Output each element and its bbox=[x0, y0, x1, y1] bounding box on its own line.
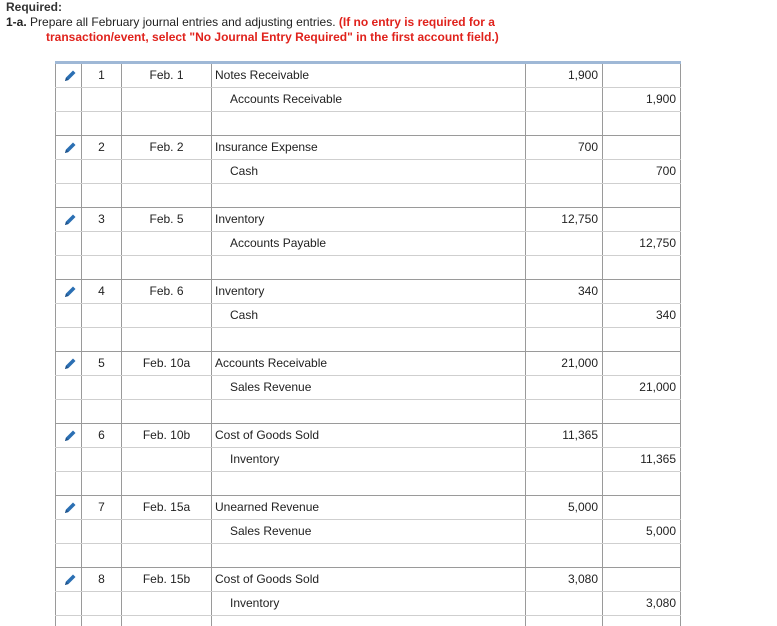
pencil-icon[interactable] bbox=[62, 572, 78, 588]
entry-number: 3 bbox=[82, 208, 122, 231]
blank-cell bbox=[122, 616, 212, 626]
blank-cell bbox=[82, 328, 122, 351]
edit-cell[interactable] bbox=[55, 496, 82, 519]
entry-date[interactable]: Feb. 15b bbox=[122, 568, 212, 591]
credit-amount-empty[interactable] bbox=[603, 568, 681, 591]
debit-amount-empty[interactable] bbox=[526, 592, 603, 615]
blank-cell[interactable] bbox=[526, 328, 603, 351]
debit-account[interactable]: Notes Receivable bbox=[212, 64, 526, 87]
debit-account[interactable]: Accounts Receivable bbox=[212, 352, 526, 375]
debit-amount-empty[interactable] bbox=[526, 448, 603, 471]
entry-number: 8 bbox=[82, 568, 122, 591]
journal-row-credit bbox=[55, 304, 681, 328]
credit-amount-empty[interactable] bbox=[603, 136, 681, 159]
blank-cell[interactable] bbox=[603, 472, 681, 495]
pencil-icon[interactable] bbox=[62, 212, 78, 228]
blank-cell bbox=[55, 544, 82, 567]
credit-account[interactable]: Cash bbox=[212, 160, 526, 183]
journal-row-debit bbox=[55, 352, 681, 376]
blank-cell bbox=[82, 472, 122, 495]
journal-row-debit bbox=[55, 64, 681, 88]
debit-amount[interactable]: 5,000 bbox=[526, 496, 603, 519]
blank-cell[interactable] bbox=[603, 112, 681, 135]
blank-cell bbox=[212, 616, 526, 626]
debit-amount-empty[interactable] bbox=[526, 88, 603, 111]
entry-number: 1 bbox=[82, 64, 122, 87]
journal-row-blank bbox=[55, 184, 681, 208]
journal-row-credit bbox=[55, 88, 681, 112]
blank-cell[interactable] bbox=[603, 256, 681, 279]
blank-cell[interactable] bbox=[212, 328, 526, 351]
blank-cell bbox=[82, 616, 122, 626]
debit-amount[interactable]: 12,750 bbox=[526, 208, 603, 231]
journal-row-debit bbox=[55, 496, 681, 520]
credit-amount[interactable]: 700 bbox=[603, 160, 681, 183]
edit-cell-empty bbox=[55, 160, 82, 183]
entry-date-empty[interactable] bbox=[122, 160, 212, 183]
debit-amount[interactable]: 21,000 bbox=[526, 352, 603, 375]
credit-amount-empty[interactable] bbox=[603, 208, 681, 231]
entry-number: 6 bbox=[82, 424, 122, 447]
blank-cell bbox=[55, 328, 82, 351]
credit-amount[interactable]: 21,000 bbox=[603, 376, 681, 399]
blank-cell bbox=[55, 256, 82, 279]
credit-account[interactable]: Sales Revenue bbox=[212, 520, 526, 543]
journal-row-credit bbox=[55, 592, 681, 616]
debit-account[interactable]: Inventory bbox=[212, 208, 526, 231]
entry-date[interactable]: Feb. 6 bbox=[122, 280, 212, 303]
edit-cell-empty bbox=[55, 448, 82, 471]
credit-amount-empty[interactable] bbox=[603, 352, 681, 375]
blank-cell[interactable] bbox=[526, 400, 603, 423]
journal-row-credit bbox=[55, 448, 681, 472]
credit-amount[interactable]: 5,000 bbox=[603, 520, 681, 543]
entry-date-empty[interactable] bbox=[122, 304, 212, 327]
credit-account[interactable]: Sales Revenue bbox=[212, 376, 526, 399]
journal-row-debit bbox=[55, 424, 681, 448]
debit-amount-empty[interactable] bbox=[526, 232, 603, 255]
pencil-icon[interactable] bbox=[62, 356, 78, 372]
pencil-icon[interactable] bbox=[62, 428, 78, 444]
pencil-icon[interactable] bbox=[62, 284, 78, 300]
debit-amount[interactable]: 700 bbox=[526, 136, 603, 159]
entry-number: 7 bbox=[82, 496, 122, 519]
pencil-icon[interactable] bbox=[62, 68, 78, 84]
journal-row-debit bbox=[55, 136, 681, 160]
blank-cell[interactable] bbox=[212, 112, 526, 135]
entry-number-empty bbox=[82, 232, 122, 255]
instructions bbox=[6, 0, 766, 45]
entry-number-empty bbox=[82, 592, 122, 615]
journal-row-blank bbox=[55, 400, 681, 424]
credit-account[interactable]: Accounts Receivable bbox=[212, 88, 526, 111]
pencil-icon[interactable] bbox=[62, 140, 78, 156]
entry-date-empty[interactable] bbox=[122, 88, 212, 111]
entry-date[interactable]: Feb. 1 bbox=[122, 64, 212, 87]
edit-cell[interactable] bbox=[55, 352, 82, 375]
journal-row-debit bbox=[55, 208, 681, 232]
blank-cell bbox=[55, 112, 82, 135]
journal-row-debit bbox=[55, 568, 681, 592]
edit-cell-empty bbox=[55, 232, 82, 255]
question-number: 1-a. bbox=[6, 15, 27, 29]
entry-date-empty[interactable] bbox=[122, 520, 212, 543]
journal-row-credit bbox=[55, 232, 681, 256]
entry-date-empty[interactable] bbox=[122, 232, 212, 255]
debit-amount-empty[interactable] bbox=[526, 160, 603, 183]
journal-row-credit bbox=[55, 520, 681, 544]
blank-cell bbox=[55, 472, 82, 495]
debit-amount[interactable]: 3,080 bbox=[526, 568, 603, 591]
debit-amount-empty[interactable] bbox=[526, 520, 603, 543]
entry-number-empty bbox=[82, 520, 122, 543]
journal-row-blank bbox=[55, 544, 681, 568]
debit-account[interactable]: Inventory bbox=[212, 280, 526, 303]
pencil-icon[interactable] bbox=[62, 500, 78, 516]
blank-cell[interactable] bbox=[526, 544, 603, 567]
entry-number: 5 bbox=[82, 352, 122, 375]
entry-date[interactable]: Feb. 15a bbox=[122, 496, 212, 519]
question-note-continued: transaction/event, select "No Journal Entry Required" in the first account field.) bbox=[46, 30, 499, 44]
debit-amount[interactable]: 340 bbox=[526, 280, 603, 303]
credit-amount[interactable]: 1,900 bbox=[603, 88, 681, 111]
edit-cell[interactable] bbox=[55, 208, 82, 231]
edit-cell[interactable] bbox=[55, 568, 82, 591]
journal-row-credit bbox=[55, 376, 681, 400]
journal-row-credit bbox=[55, 160, 681, 184]
blank-cell[interactable] bbox=[526, 112, 603, 135]
debit-account[interactable]: Insurance Expense bbox=[212, 136, 526, 159]
blank-cell[interactable] bbox=[212, 472, 526, 495]
debit-amount-empty[interactable] bbox=[526, 376, 603, 399]
edit-cell-empty bbox=[55, 304, 82, 327]
blank-cell[interactable] bbox=[212, 544, 526, 567]
credit-account[interactable]: Inventory bbox=[212, 448, 526, 471]
blank-cell bbox=[82, 184, 122, 207]
journal-row-blank bbox=[55, 472, 681, 496]
blank-cell[interactable] bbox=[122, 544, 212, 567]
entry-date[interactable]: Feb. 10b bbox=[122, 424, 212, 447]
question-note: (If no entry is required for a bbox=[338, 15, 495, 29]
journal-row-blank-partial bbox=[55, 616, 681, 626]
blank-cell[interactable] bbox=[122, 400, 212, 423]
credit-amount[interactable]: 340 bbox=[603, 304, 681, 327]
blank-cell[interactable] bbox=[122, 184, 212, 207]
blank-cell[interactable] bbox=[122, 256, 212, 279]
entry-date-empty[interactable] bbox=[122, 592, 212, 615]
credit-amount[interactable]: 11,365 bbox=[603, 448, 681, 471]
journal-row-blank bbox=[55, 112, 681, 136]
blank-cell bbox=[82, 544, 122, 567]
credit-amount-empty[interactable] bbox=[603, 64, 681, 87]
required-heading: Required: bbox=[6, 0, 63, 14]
credit-account[interactable]: Accounts Payable bbox=[212, 232, 526, 255]
question-line bbox=[6, 15, 766, 30]
blank-cell bbox=[526, 616, 603, 626]
blank-cell bbox=[603, 616, 681, 626]
credit-amount[interactable]: 3,080 bbox=[603, 592, 681, 615]
credit-amount-empty[interactable] bbox=[603, 280, 681, 303]
debit-account[interactable]: Cost of Goods Sold bbox=[212, 568, 526, 591]
blank-cell[interactable] bbox=[603, 328, 681, 351]
debit-amount[interactable]: 1,900 bbox=[526, 64, 603, 87]
blank-cell[interactable] bbox=[603, 544, 681, 567]
blank-cell bbox=[55, 616, 82, 626]
journal-entry-table bbox=[55, 61, 681, 626]
edit-cell[interactable] bbox=[55, 136, 82, 159]
entry-date[interactable]: Feb. 2 bbox=[122, 136, 212, 159]
entry-date[interactable]: Feb. 5 bbox=[122, 208, 212, 231]
credit-amount-empty[interactable] bbox=[603, 424, 681, 447]
edit-cell[interactable] bbox=[55, 280, 82, 303]
entry-date-empty[interactable] bbox=[122, 376, 212, 399]
credit-account[interactable]: Inventory bbox=[212, 592, 526, 615]
debit-account[interactable]: Cost of Goods Sold bbox=[212, 424, 526, 447]
edit-cell-empty bbox=[55, 520, 82, 543]
entry-number-empty bbox=[82, 88, 122, 111]
entry-number-empty bbox=[82, 160, 122, 183]
edit-cell-empty bbox=[55, 376, 82, 399]
blank-cell[interactable] bbox=[526, 184, 603, 207]
edit-cell[interactable] bbox=[55, 64, 82, 87]
debit-amount-empty[interactable] bbox=[526, 304, 603, 327]
blank-cell bbox=[55, 184, 82, 207]
blank-cell bbox=[82, 256, 122, 279]
journal-row-debit bbox=[55, 280, 681, 304]
blank-cell[interactable] bbox=[122, 472, 212, 495]
blank-cell bbox=[82, 112, 122, 135]
debit-amount[interactable]: 11,365 bbox=[526, 424, 603, 447]
blank-cell[interactable] bbox=[526, 256, 603, 279]
entry-number-empty bbox=[82, 448, 122, 471]
edit-cell[interactable] bbox=[55, 424, 82, 447]
blank-cell[interactable] bbox=[603, 400, 681, 423]
edit-cell-empty bbox=[55, 592, 82, 615]
credit-amount[interactable]: 12,750 bbox=[603, 232, 681, 255]
entry-number-empty bbox=[82, 376, 122, 399]
blank-cell[interactable] bbox=[603, 184, 681, 207]
edit-cell-empty bbox=[55, 88, 82, 111]
blank-cell[interactable] bbox=[526, 472, 603, 495]
journal-row-blank bbox=[55, 256, 681, 280]
credit-account[interactable]: Cash bbox=[212, 304, 526, 327]
blank-cell[interactable] bbox=[212, 256, 526, 279]
question-prompt: Prepare all February journal entries and adjusting entries. bbox=[30, 15, 336, 29]
entry-date[interactable]: Feb. 10a bbox=[122, 352, 212, 375]
blank-cell bbox=[82, 400, 122, 423]
blank-cell[interactable] bbox=[212, 184, 526, 207]
entry-number: 4 bbox=[82, 280, 122, 303]
debit-account[interactable]: Unearned Revenue bbox=[212, 496, 526, 519]
blank-cell[interactable] bbox=[122, 112, 212, 135]
entry-number-empty bbox=[82, 304, 122, 327]
journal-row-blank bbox=[55, 328, 681, 352]
blank-cell bbox=[55, 400, 82, 423]
entry-number: 2 bbox=[82, 136, 122, 159]
entry-date-empty[interactable] bbox=[122, 448, 212, 471]
blank-cell[interactable] bbox=[122, 328, 212, 351]
credit-amount-empty[interactable] bbox=[603, 496, 681, 519]
blank-cell[interactable] bbox=[212, 400, 526, 423]
